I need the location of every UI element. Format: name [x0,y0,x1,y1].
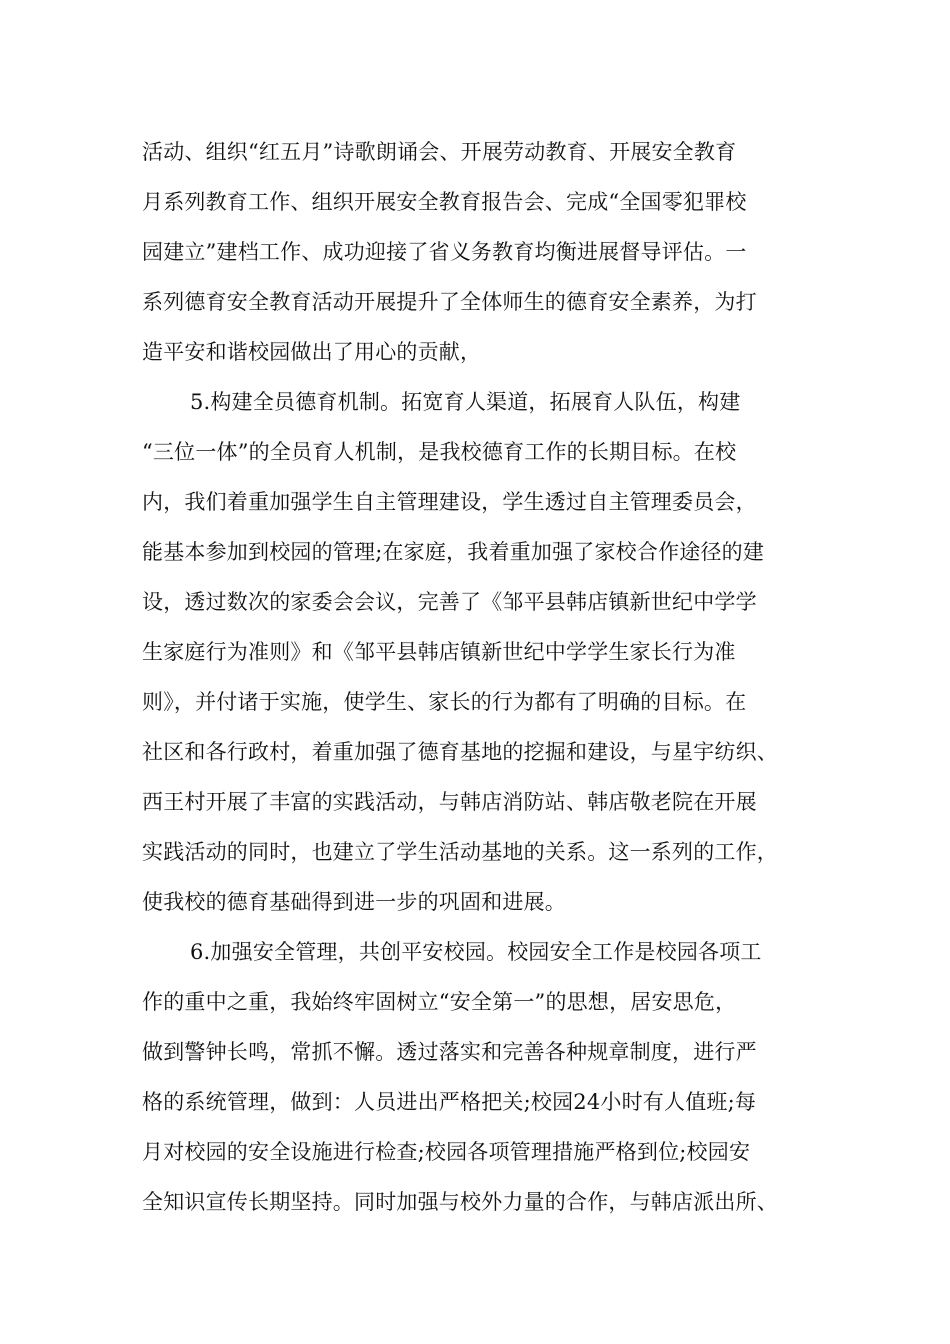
text-line: 内，我们着重加强学生自主管理建设，学生透过自主管理委员会， [142,490,757,514]
text-line: 西王村开展了丰富的实践活动，与韩店消防站、韩店敬老院在开展 [142,790,757,814]
text-line: 则》，并付诸于实施，使学生、家长的行为都有了明确的目标。在 [142,690,747,714]
text-line: 社区和各行政村，着重加强了德育基地的挖掘和建设，与星宇纺织、 [142,740,778,764]
text-line: 生家庭行为准则》和《邹平县韩店镇新世纪中学学生家长行为准 [142,640,736,664]
text-line: 设，透过数次的家委会会议，完善了《邹平县韩店镇新世纪中学学 [142,590,757,614]
text-line: 全知识宣传长期坚持。同时加强与校外力量的合作，与韩店派出所、 [142,1190,778,1214]
text-line: 造平安和谐校园做出了用心的贡献， [142,340,482,364]
text-line: 活动、组织“红五月”诗歌朗诵会、开展劳动教育、开展安全教育 [142,140,737,164]
text-line: 使我校的德育基础得到进一步的巩固和进展。 [142,890,566,914]
text-line: 实践活动的同时，也建立了学生活动基地的关系。这一系列的工作， [142,840,778,864]
text-line: 月系列教育工作、组织开展安全教育报告会、完成“全国零犯罪校 [142,190,747,214]
text-line: 5.构建全员德育机制。拓宽育人渠道，拓展育人队伍，构建 [190,390,741,414]
text-line: 6.加强安全管理，共创平安校园。校园安全工作是校园各项工 [190,940,762,964]
text-line: 月对校园的安全设施进行检查;校园各项管理措施严格到位;校园安 [142,1140,751,1164]
text-line: 作的重中之重，我始终牢固树立“安全第一”的思想，居安思危， [142,990,737,1014]
text-line: 系列德育安全教育活动开展提升了全体师生的德育安全素养，为打 [142,290,757,314]
text-line: 园建立”建档工作、成功迎接了省义务教育均衡进展督导评估。一 [142,240,747,264]
text-line: 格的系统管理，做到：人员进出严格把关;校园24小时有人值班;每 [142,1090,757,1114]
text-line: 做到警钟长鸣，常抓不懈。透过落实和完善各种规章制度，进行严 [142,1040,757,1064]
text-line: “三位一体”的全员育人机制，是我校德育工作的长期目标。在校 [142,440,737,464]
text-line: 能基本参加到校园的管理;在家庭，我着重加强了家校合作途径的建 [142,540,765,564]
